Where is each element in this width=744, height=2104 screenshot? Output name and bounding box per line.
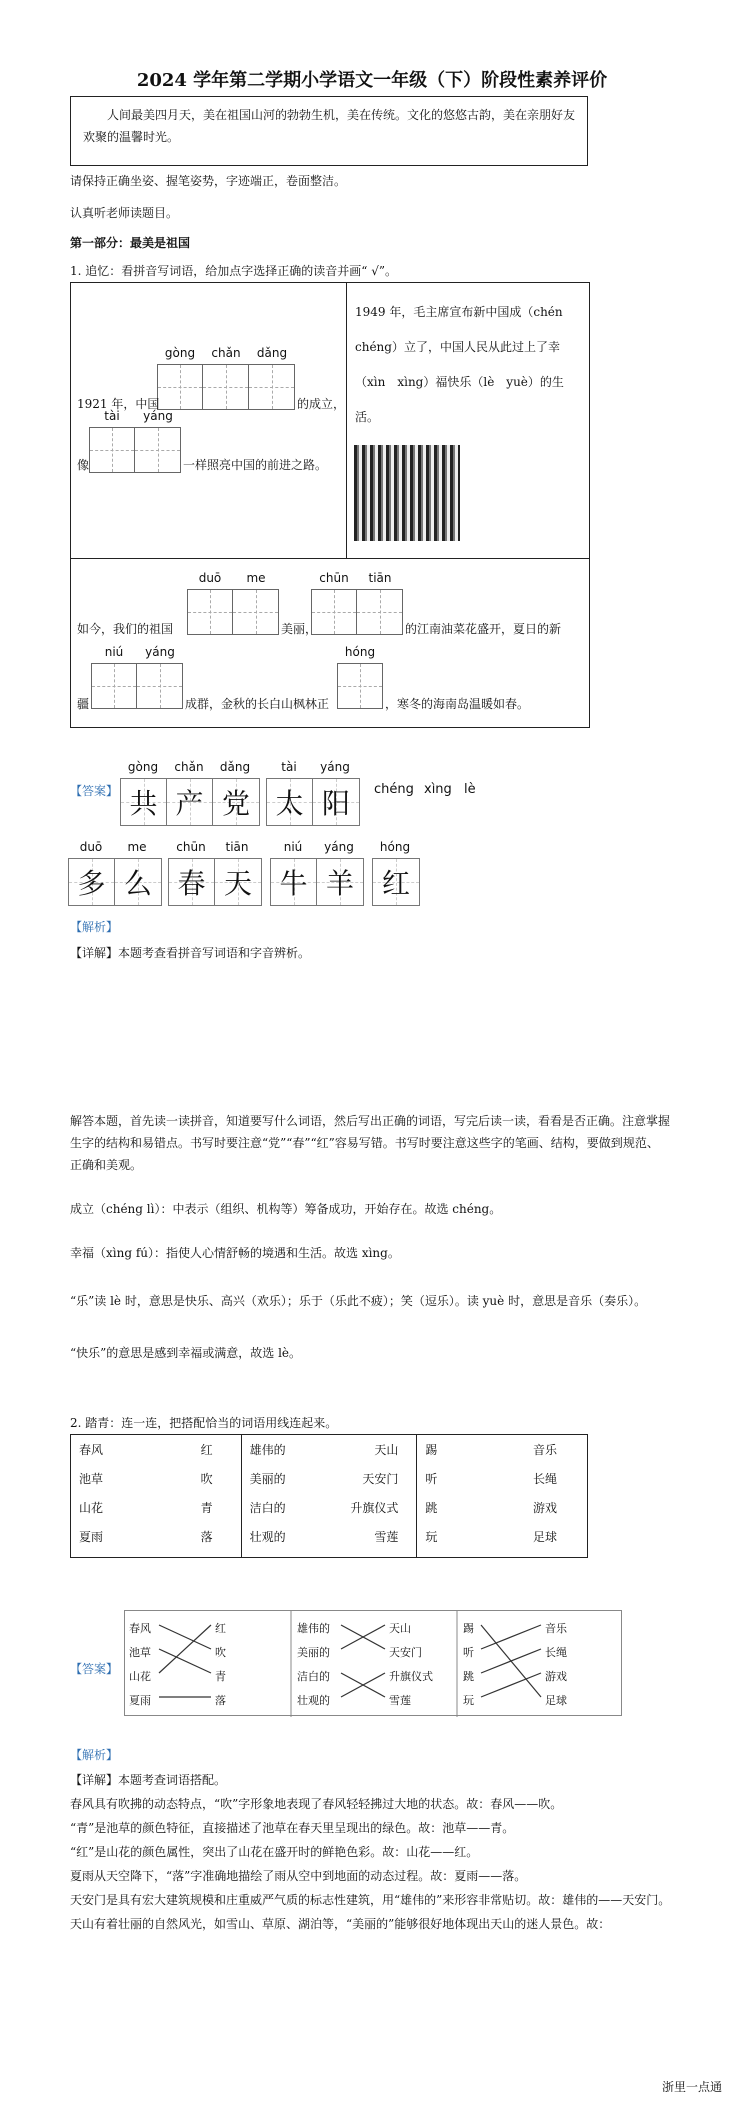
right-word: 长绳	[545, 1646, 567, 1659]
writing-cell[interactable]	[233, 589, 279, 635]
answer-cell: 红	[373, 859, 419, 905]
pinyin-label: tài	[281, 760, 297, 774]
right-word: 天山	[389, 1622, 411, 1635]
answer-tag: 【答案】	[70, 784, 119, 798]
analysis-paragraph: “快乐”的意思是感到幸福或满意，故选 lè。	[70, 1346, 302, 1360]
right-word: 天安门	[389, 1646, 422, 1659]
writing-grid[interactable]	[157, 364, 295, 410]
writing-cell[interactable]	[91, 663, 137, 709]
answer-cell: 羊	[317, 859, 363, 905]
answer-pinyin: chéng	[374, 782, 414, 797]
pinyin-label: chǎn	[174, 760, 204, 774]
divider	[71, 558, 589, 559]
sentence-text: 的成立，	[297, 397, 346, 411]
right-word: 青	[215, 1670, 226, 1683]
sentence-text: 如今，我们的祖国	[77, 622, 174, 636]
left-word[interactable]: 夏雨	[79, 1530, 104, 1544]
answer-cell: 共	[121, 779, 167, 825]
sentence-text: 像	[77, 458, 90, 472]
sentence-text: ，寒冬的海南岛温暖如春。	[385, 697, 530, 711]
right-word: 红	[215, 1622, 226, 1635]
writing-cell[interactable]	[157, 364, 203, 410]
answer-grid	[68, 858, 162, 906]
answer-grid	[266, 778, 360, 826]
historical-photo	[354, 445, 460, 541]
right-word: 落	[215, 1694, 226, 1707]
answer-cell: 多	[69, 859, 115, 905]
sentence-text: 美丽，	[281, 622, 318, 636]
pinyin-label: chūn	[319, 571, 349, 585]
left-word[interactable]: 壮观的	[249, 1530, 286, 1544]
left-word: 山花	[129, 1670, 151, 1683]
pinyin-label: dǎng	[219, 760, 251, 774]
right-word: 足球	[545, 1694, 567, 1707]
text-line: chéng）立了，中国人民从此过上了幸	[355, 340, 560, 354]
left-word[interactable]: 雄伟的	[249, 1443, 286, 1457]
text-line: 1949 年，毛主席宣布新中国成（chén	[355, 305, 563, 319]
writing-cell[interactable]	[311, 589, 357, 635]
answer-tag: 【答案】	[70, 1662, 119, 1676]
pinyin-label: yáng	[320, 760, 350, 774]
answer-cell: 么	[115, 859, 161, 905]
answer-cell: 牛	[271, 859, 317, 905]
pinyin-label: chǎn	[211, 346, 241, 360]
left-word[interactable]: 美丽的	[249, 1472, 286, 1486]
right-word[interactable]: 天安门	[362, 1472, 399, 1486]
right-word[interactable]: 红	[200, 1443, 213, 1457]
question1-box	[70, 282, 590, 728]
pinyin-label: tiān	[225, 840, 249, 854]
pinyin-label: tiān	[368, 571, 392, 585]
left-word[interactable]: 玩	[425, 1530, 438, 1544]
pinyin-label: me	[127, 840, 147, 854]
left-word: 玩	[463, 1694, 474, 1707]
left-word: 美丽的	[297, 1646, 330, 1659]
answer-cell: 太	[267, 779, 313, 825]
pinyin-label: chūn	[176, 840, 206, 854]
analysis-paragraph: “乐”读 lè 时，意思是快乐、高兴（欢乐）；乐于（乐此不疲）；笑（逗乐）。读 yuè 时，意思是音乐（奏乐）。	[70, 1294, 647, 1308]
pinyin-label: niú	[283, 840, 303, 854]
left-word: 春风	[129, 1622, 151, 1635]
sentence-text: 1921 年，中国	[77, 397, 160, 411]
analysis-line: “青”是池草的颜色特征，直接描述了池草在春天里呈现出的绿色。故：池草——青。	[70, 1821, 515, 1835]
answer-right-col	[545, 1617, 567, 1713]
pinyin-label: niú	[104, 645, 124, 659]
right-word: 雪莲	[389, 1694, 411, 1707]
writing-grid[interactable]	[89, 427, 181, 473]
right-word[interactable]: 雪莲	[374, 1530, 399, 1544]
answer-grid	[372, 858, 420, 906]
match-group	[241, 1435, 417, 1558]
analysis-line: 夏雨从天空降下，“落”字准确地描绘了雨从空中到地面的动态过程。故：夏雨——落。	[70, 1869, 527, 1883]
left-word: 池草	[129, 1646, 151, 1659]
answer-right-col	[215, 1617, 226, 1713]
right-word[interactable]: 游戏	[532, 1501, 557, 1515]
pinyin-label: yáng	[145, 645, 175, 659]
answer-pinyin: lè	[464, 782, 476, 797]
left-word[interactable]: 洁白的	[249, 1501, 286, 1515]
question-prompt: 1. 追忆：看拼音写词语，给加点字选择正确的读音并画“ √”。	[70, 264, 397, 278]
right-paragraph	[355, 295, 583, 435]
pinyin-label: yáng	[324, 840, 354, 854]
question-prompt: 2. 踏青：连一连，把搭配恰当的词语用线连起来。	[70, 1416, 338, 1430]
left-word: 夏雨	[129, 1694, 151, 1707]
pinyin-label: yáng	[143, 409, 173, 423]
answer-pinyin: xìng	[424, 782, 452, 797]
detail-line: 【详解】本题考查看拼音写词语和字音辨析。	[70, 946, 311, 960]
left-word[interactable]: 跳	[425, 1501, 438, 1515]
writing-grid[interactable]	[311, 589, 403, 635]
right-word: 吹	[215, 1646, 226, 1659]
match-group	[417, 1435, 588, 1558]
footer-watermark: 浙里一点通	[662, 2080, 723, 2094]
pinyin-label: duō	[198, 571, 222, 585]
pinyin-label: tài	[104, 409, 120, 423]
analysis-line: 春风具有吹拂的动态特点，“吹”字形象地表现了春风轻轻拂过大地的状态。故：春风——吹。	[70, 1797, 563, 1811]
page-title: 2024 学年第二学期小学语文一年级（下）阶段性素养评价	[136, 70, 608, 91]
right-word: 音乐	[545, 1622, 567, 1635]
answer-grid	[120, 778, 260, 826]
sentence-text: 一样照亮中国的前进之路。	[183, 458, 328, 472]
instruction-line: 认真听老师读题目。	[70, 206, 179, 220]
analysis-paragraph: 解答本题，首先读一读拼音，知道要写什么词语，然后写出正确的词语，写完后读一读，看看是否正确。注意掌握生字的结构和易错点。书写时要注意“党”“春”“红”容易写错。书写时要注意这些字的笔画、结构，要做到规范、正确和美观。	[70, 1114, 671, 1172]
analysis-paragraph: 成立（chéng lì）：中表示（组织、机构等）筹备成功，开始存在。故选 chéng。	[70, 1202, 502, 1216]
sentence-text: 的江南油菜花盛开，夏日的新	[405, 622, 562, 636]
answer-grid	[270, 858, 364, 906]
writing-grid[interactable]	[337, 663, 383, 709]
pinyin-label: duō	[79, 840, 103, 854]
pinyin-label: dǎng	[256, 346, 288, 360]
instruction-line: 请保持正确坐姿、握笔姿势，字迹端正，卷面整洁。	[70, 174, 347, 188]
writing-cell[interactable]	[187, 589, 233, 635]
text-line: 活。	[355, 410, 380, 424]
analysis-block	[70, 1768, 674, 1936]
answer-left-col	[129, 1617, 151, 1713]
sentence-text: 成群，金秋的长白山枫林正	[185, 697, 330, 711]
left-word: 洁白的	[297, 1670, 330, 1683]
answer-left-col	[297, 1617, 330, 1713]
right-word[interactable]: 长绳	[532, 1472, 557, 1486]
analysis-tag: 【解析】	[70, 920, 119, 934]
left-word: 壮观的	[297, 1694, 330, 1707]
writing-cell[interactable]	[249, 364, 295, 410]
answer-cell: 春	[169, 859, 215, 905]
intro-box: 人间最美四月天，美在祖国山河的勃勃生机，美在传统。文化的悠悠古韵，美在亲朋好友欢聚的温馨时光。	[70, 96, 588, 166]
answer-grid	[168, 858, 262, 906]
answer-match-box	[124, 1610, 622, 1716]
right-word[interactable]: 吹	[200, 1472, 213, 1486]
writing-grid[interactable]	[187, 589, 279, 635]
pinyin-label: hóng	[379, 840, 411, 854]
sentence-text: 疆	[77, 697, 90, 711]
left-word[interactable]: 池草	[79, 1472, 104, 1486]
divider	[346, 283, 347, 558]
writing-cell[interactable]	[337, 663, 383, 709]
analysis-tag: 【解析】	[70, 1748, 119, 1762]
match-group	[71, 1435, 242, 1558]
right-word: 升旗仪式	[389, 1670, 433, 1683]
pinyin-label: hóng	[344, 645, 376, 659]
answer-right-col	[389, 1617, 433, 1713]
matching-table	[70, 1434, 588, 1558]
right-word[interactable]: 落	[200, 1530, 213, 1544]
right-word: 游戏	[545, 1670, 567, 1683]
left-word: 听	[463, 1646, 474, 1659]
right-word[interactable]: 青	[200, 1501, 213, 1515]
analysis-line: 天安门是具有宏大建筑规模和庄重威严气质的标志性建筑，用“雄伟的”来形容非常贴切。故：雄伟的——天安门。	[70, 1893, 671, 1907]
answer-cell: 阳	[313, 779, 359, 825]
left-word[interactable]: 春风	[79, 1443, 104, 1457]
left-word: 踢	[463, 1622, 474, 1635]
writing-cell[interactable]	[137, 663, 183, 709]
right-word[interactable]: 天山	[374, 1443, 399, 1457]
pinyin-label: me	[246, 571, 266, 585]
right-word[interactable]: 足球	[532, 1530, 557, 1544]
answer-cell: 产	[167, 779, 213, 825]
answer-cell: 天	[215, 859, 261, 905]
section-heading: 第一部分：最美是祖国	[70, 236, 191, 250]
analysis-line: 天山有着壮丽的自然风光，如雪山、草原、湖泊等，“美丽的”能够很好地体现出天山的迷人景色。故：	[70, 1917, 611, 1931]
right-word[interactable]: 升旗仪式	[350, 1501, 399, 1515]
pinyin-label: gòng	[127, 760, 159, 774]
writing-cell[interactable]	[357, 589, 403, 635]
left-word[interactable]: 踢	[425, 1443, 438, 1457]
answer-cell: 党	[213, 779, 259, 825]
writing-cell[interactable]	[203, 364, 249, 410]
pinyin-label: gòng	[164, 346, 196, 360]
analysis-line: “红”是山花的颜色属性，突出了山花在盛开时的鲜艳色彩。故：山花——红。	[70, 1845, 479, 1859]
writing-cell[interactable]	[89, 427, 135, 473]
right-word[interactable]: 音乐	[532, 1443, 557, 1457]
left-word[interactable]: 山花	[79, 1501, 104, 1515]
analysis-line: 【详解】本题考查词语搭配。	[70, 1773, 227, 1787]
writing-grid[interactable]	[91, 663, 183, 709]
text-line: （xìn xìng）福快乐（lè yuè）的生	[355, 375, 564, 389]
left-word[interactable]: 听	[425, 1472, 438, 1486]
answer-left-col	[463, 1617, 474, 1713]
writing-cell[interactable]	[135, 427, 181, 473]
analysis-paragraph: 幸福（xìng fú）：指使人心情舒畅的境遇和生活。故选 xìng。	[70, 1246, 400, 1260]
left-word: 跳	[463, 1670, 474, 1683]
left-word: 雄伟的	[297, 1622, 330, 1635]
